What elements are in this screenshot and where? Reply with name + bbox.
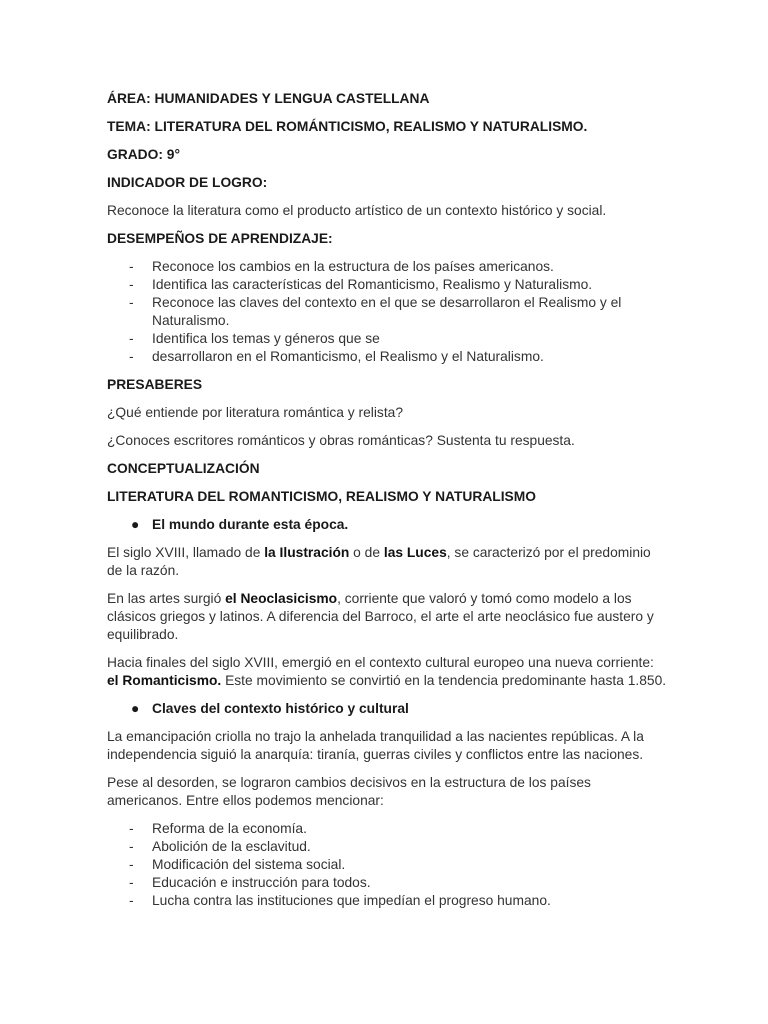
bold-text: las Luces (383, 545, 447, 560)
list-item-text: Identifica los temas y géneros que se (152, 331, 380, 346)
conceptualizacion-heading: CONCEPTUALIZACIÓN (107, 461, 260, 476)
document-page (107, 90, 667, 920)
bullet-marker: ● (131, 701, 140, 716)
dash-marker: - (129, 259, 134, 274)
paragraph-emancipacion: La emancipación criolla no trajo la anhelada tranquilidad a las nacientes repúblicas. A la independencia siguió la anarquía: tiranía, guerras civiles y conflictos entre las naciones. (107, 729, 644, 762)
list-item-text: Reconoce los cambios en la estructura de los países americanos. (152, 259, 554, 274)
text-run: En las artes surgió (107, 591, 226, 606)
list-item-text: desarrollaron en el Romanticismo, el Realismo y el Naturalismo. (152, 349, 544, 364)
presaberes-question-2: ¿Conoces escritores románticos y obras románticas? Sustenta tu respuesta. (107, 433, 575, 448)
text-run: Este movimiento se convirtió en la tendencia predominante hasta 1.850. (221, 673, 667, 688)
list-item (107, 276, 667, 294)
list-item (107, 348, 667, 366)
grado-heading: GRADO: 9° (107, 147, 180, 162)
desempenos-heading: DESEMPEÑOS DE APRENDIZAJE: (107, 231, 333, 246)
paragraph-neoclasicismo (107, 590, 667, 644)
list-item-text: Identifica las características del Romanticismo, Realismo y Naturalismo. (152, 277, 593, 292)
dash-marker: - (129, 839, 134, 854)
dash-marker: - (129, 893, 134, 908)
desempenos-list (107, 258, 667, 366)
paragraph-cambios-intro: Pese al desorden, se lograron cambios decisivos en la estructura de los países americanos. Entre ellos podemos mencionar: (107, 775, 591, 808)
tema-heading: TEMA: LITERATURA DEL ROMÁNTICISMO, REALISMO Y NATURALISMO. (107, 119, 588, 134)
dash-marker: - (129, 295, 134, 310)
list-item (107, 330, 667, 348)
list-item (107, 258, 667, 276)
bullet-marker: ● (131, 517, 140, 532)
list-item (107, 820, 667, 838)
text-run: , corriente que valoró y tomó como modelo a los clásicos griegos y latinos. A diferencia del Barroco, el arte el arte neoclásico fue austero y equilibrado. (107, 591, 654, 642)
list-item (107, 856, 667, 874)
presaberes-heading: PRESABERES (107, 377, 203, 392)
conceptualizacion-subtitle: LITERATURA DEL ROMANTICISMO, REALISMO Y NATURALISMO (107, 489, 536, 504)
list-item (107, 892, 667, 910)
list-item-text: Lucha contra las instituciones que impedían el progreso humano. (152, 893, 551, 908)
dash-marker: - (129, 277, 134, 292)
list-item-text: Reforma de la economía. (152, 821, 307, 836)
bold-text: el Romanticismo. (107, 673, 222, 688)
paragraph-ilustracion (107, 544, 667, 580)
bullet-claves-contexto (107, 700, 667, 718)
dash-marker: - (129, 331, 134, 346)
list-item-text: Modificación del sistema social. (152, 857, 346, 872)
bold-text: la Ilustración (264, 545, 350, 560)
list-item (107, 874, 667, 892)
list-item-text: Reconoce las claves del contexto en el que se desarrollaron el Realismo y el Naturalismo. (152, 295, 622, 328)
list-item (107, 838, 667, 856)
list-item-text: Abolición de la esclavitud. (152, 839, 311, 854)
cambios-list (107, 820, 667, 910)
indicador-text: Reconoce la literatura como el producto artístico de un contexto histórico y social. (107, 203, 607, 218)
bullet-text: Claves del contexto histórico y cultural (152, 701, 409, 716)
dash-marker: - (129, 875, 134, 890)
text-run: Hacia finales del siglo XVIII, emergió en el contexto cultural europeo una nueva corriente: (107, 655, 654, 670)
text-run: o de (349, 545, 384, 560)
dash-marker: - (129, 857, 134, 872)
dash-marker: - (129, 349, 134, 364)
list-item-text: Educación e instrucción para todos. (152, 875, 371, 890)
text-run: , se caracterizó por el predominio de la razón. (107, 545, 651, 578)
bullet-mundo-epoca (107, 516, 667, 534)
text-run: El siglo XVIII, llamado de (107, 545, 265, 560)
indicador-heading: INDICADOR DE LOGRO: (107, 175, 268, 190)
bullet-text: El mundo durante esta época. (152, 517, 349, 532)
paragraph-romanticismo (107, 654, 667, 690)
list-item (107, 294, 667, 330)
bold-text: el Neoclasicismo (225, 591, 338, 606)
presaberes-question-1: ¿Qué entiende por literatura romántica y relista? (107, 405, 404, 420)
area-heading: ÁREA: HUMANIDADES Y LENGUA CASTELLANA (107, 91, 430, 106)
dash-marker: - (129, 821, 134, 836)
